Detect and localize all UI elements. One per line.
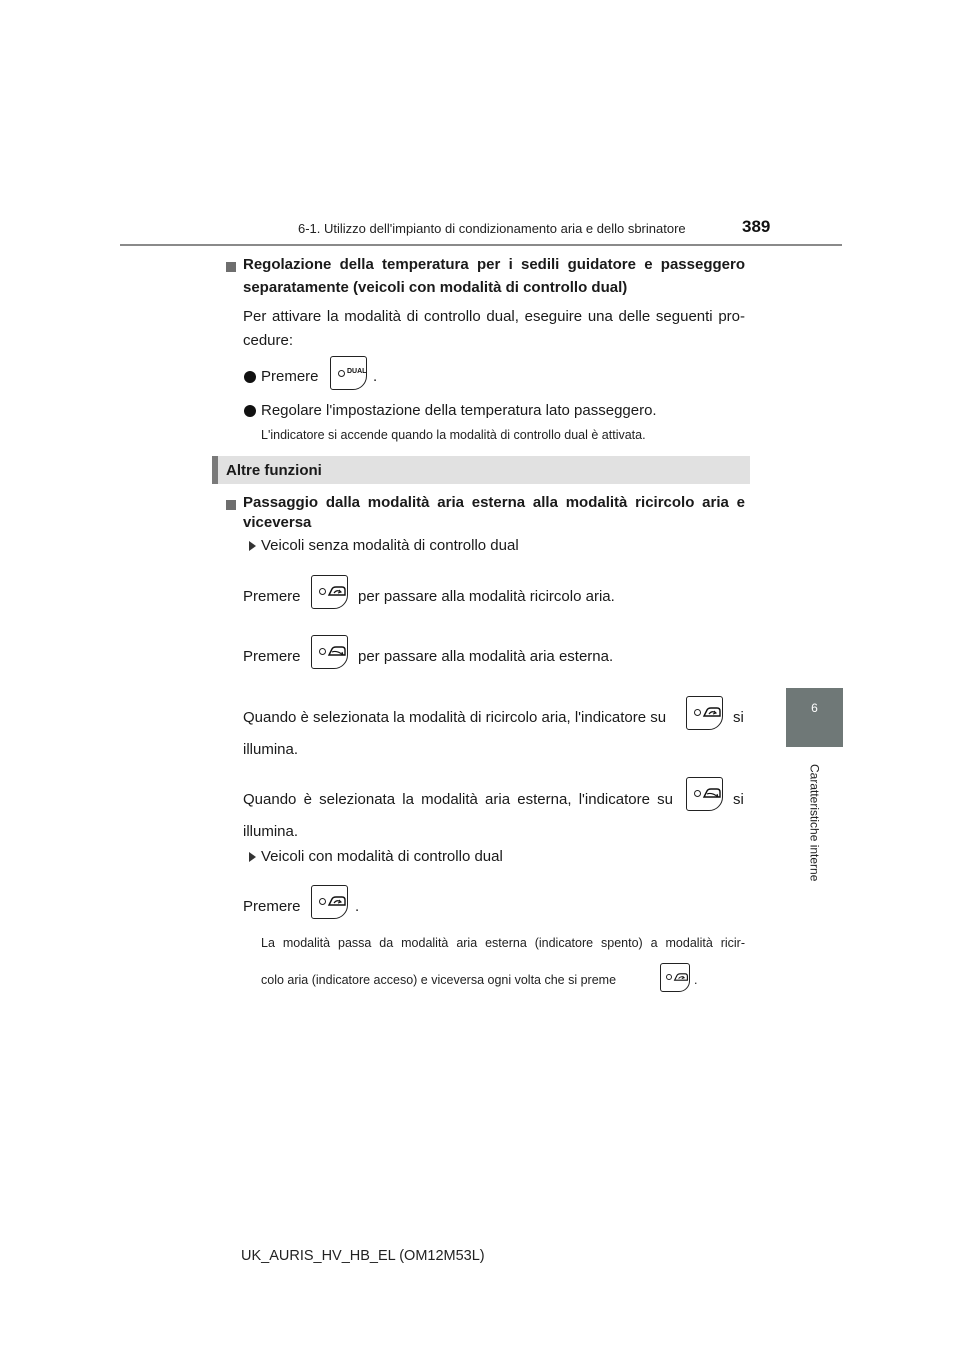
outside-air-button — [686, 777, 723, 811]
chapter-title: Caratteristiche interne — [807, 763, 822, 882]
recirculation-button — [686, 696, 723, 730]
indicator-led-icon — [319, 648, 326, 655]
recirculation-icon — [327, 894, 347, 908]
no-dual-line3-cont: illumina. — [243, 741, 299, 758]
dual-note-line1: La modalità passa da modalità aria esterna (indicatore spento) a modalità ricir- — [261, 936, 745, 950]
section-bar-title: Altre funzioni — [226, 462, 322, 479]
header-rule — [120, 244, 842, 246]
section-bar-edge — [212, 456, 218, 484]
outside-air-icon — [702, 786, 722, 800]
chapter-number: 6 — [811, 701, 818, 715]
indicator-led-icon — [694, 709, 701, 716]
square-bullet-icon — [226, 262, 236, 272]
round-bullet-icon — [244, 371, 256, 383]
no-dual-line4-text: Quando è selezionata la modalità aria esterna, l'indicatore su — [243, 791, 673, 808]
dual-intro-line1: Per attivare la modalità di controllo dual, eseguire una delle seguenti pro- — [243, 308, 745, 325]
recirc-heading-line1: Passaggio dalla modalità aria esterna alla modalità ricircolo aria e — [243, 494, 745, 511]
recirculation-button — [311, 885, 348, 919]
recirculation-icon — [673, 971, 689, 983]
no-dual-title: Veicoli senza modalità di controllo dual — [261, 537, 519, 554]
indicator-led-icon — [319, 898, 326, 905]
dual-heading-line2: separatamente (veicoli con modalità di controllo dual) — [243, 279, 628, 296]
round-bullet-icon — [244, 405, 256, 417]
no-dual-line2-suffix: per passare alla modalità aria esterna. — [358, 648, 614, 665]
recirculation-icon — [702, 705, 722, 719]
no-dual-line1-suffix: per passare alla modalità ricircolo aria. — [358, 588, 615, 605]
indicator-led-icon — [338, 370, 345, 377]
indicator-led-icon — [319, 588, 326, 595]
dual-title: Veicoli con modalità di controllo dual — [261, 848, 503, 865]
outside-air-button — [311, 635, 348, 669]
dual-note: L'indicatore si accende quando la modalità di controllo dual è attivata. — [261, 428, 646, 442]
outside-air-icon — [327, 644, 347, 658]
recirculation-icon — [327, 584, 347, 598]
dual-option1-prefix: Premere — [261, 368, 319, 385]
dual-line1-suffix: . — [355, 898, 360, 915]
no-dual-line3-end: si — [733, 709, 744, 726]
chapter-tab — [786, 688, 843, 747]
triangle-bullet-icon — [249, 541, 256, 551]
dual-intro-line2: cedure: — [243, 332, 294, 349]
dual-button-label: DUAL — [347, 368, 367, 375]
no-dual-line4-cont: illumina. — [243, 823, 299, 840]
recirc-heading-line2: viceversa — [243, 514, 312, 531]
no-dual-line3-text: Quando è selezionata la modalità di ricircolo aria, l'indicatore su — [243, 709, 667, 726]
dual-button — [330, 356, 367, 390]
section-header: 6-1. Utilizzo dell'impianto di condizionamento aria e dello sbrinatore — [298, 221, 686, 236]
no-dual-line4-end: si — [733, 791, 744, 808]
no-dual-line1-prefix: Premere — [243, 588, 301, 605]
indicator-led-icon — [694, 790, 701, 797]
dual-note-line2-end: . — [694, 973, 698, 987]
triangle-bullet-icon — [249, 852, 256, 862]
square-bullet-icon — [226, 500, 236, 510]
section-bar-other-functions — [212, 456, 750, 484]
dual-note-line2: colo aria (indicatore acceso) e viceversa ogni volta che si preme — [261, 973, 617, 987]
document-code: UK_AURIS_HV_HB_EL (OM12M53L) — [241, 1248, 485, 1264]
recirculation-button — [660, 963, 690, 992]
indicator-led-icon — [666, 974, 672, 980]
page-number: 389 — [742, 217, 771, 236]
dual-option2: Regolare l'impostazione della temperatura lato passeggero. — [261, 402, 657, 419]
recirculation-button — [311, 575, 348, 609]
no-dual-line2-prefix: Premere — [243, 648, 301, 665]
dual-option1-suffix: . — [373, 368, 378, 385]
dual-line1-prefix: Premere — [243, 898, 301, 915]
dual-heading-line1: Regolazione della temperatura per i sedili guidatore e passeggero — [243, 256, 745, 273]
